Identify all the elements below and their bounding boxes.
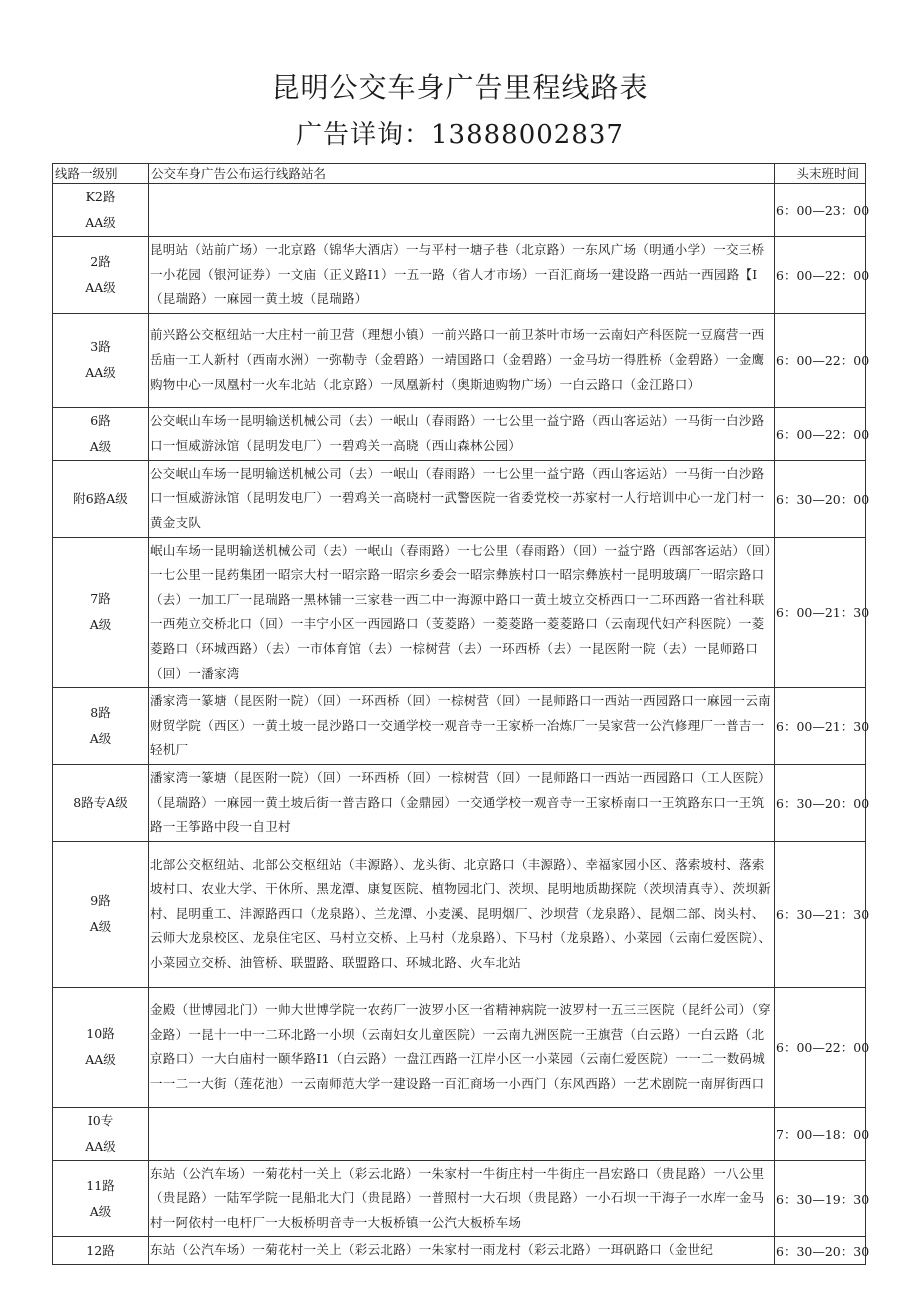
route-level: A级	[89, 1203, 112, 1219]
stops-cell	[149, 1107, 775, 1160]
table-row	[53, 237, 866, 314]
table-row	[53, 841, 866, 987]
route-level: A级	[89, 438, 112, 454]
route-level: AA级	[85, 1052, 116, 1068]
route-level: A级	[89, 919, 112, 935]
header-route-level: 线路一级别	[53, 164, 149, 184]
route-cell	[53, 237, 149, 314]
route-cell	[53, 764, 149, 841]
time-cell: 6：30—20：00	[775, 460, 866, 537]
time-cell: 6：00—22：00	[775, 987, 866, 1107]
time-cell: 6：00—21：30	[775, 688, 866, 765]
stops-cell: 东站（公汽车场）一菊花村一关上（彩云北路）一朱家村一雨龙村（彩云北路）一珥矾路口（金世纪	[149, 1237, 775, 1265]
table-row	[53, 460, 866, 537]
time-cell: 6：30—19：30	[775, 1160, 866, 1237]
header-stops: 公交车身广告公布运行线路站名	[149, 164, 775, 184]
route-cell	[53, 688, 149, 765]
route-cell	[53, 1160, 149, 1237]
time-cell: 6：00—22：00	[775, 237, 866, 314]
route-cell	[53, 1237, 149, 1265]
table-row	[53, 1107, 866, 1160]
route-name: 8路	[90, 705, 111, 721]
stops-cell: 东站（公汽车场）一菊花村一关上（彩云北路）一朱家村一牛街庄村一牛街庄一昌宏路口（贵昆路）一八公里（贵昆路）一陆军学院一昆船北大门（贵昆路）一普照村一大石坝（贵昆路）一小石坝一干海子一水库一金马村一阿依村一电杆厂一大板桥明音寺一大板桥镇一公汽大板桥车场	[149, 1160, 775, 1237]
route-level: AA级	[85, 279, 116, 295]
route-name: I0专	[87, 1112, 114, 1128]
stops-cell	[149, 184, 775, 237]
route-table	[52, 163, 870, 1265]
table-row	[53, 1237, 866, 1265]
table-row	[53, 407, 866, 460]
table-header-row	[53, 164, 866, 184]
stops-cell: 昆明站（站前广场）一北京路（锦华大酒店）一与平村一塘子巷（北京路）一东风广场（明通小学）一交三桥一小花园（银河证券）一文庙（正义路I1）一五一路（省人才市场）一百汇商场一建设路一西站一西园路【I（昆瑞路）一麻园一黄土坡（昆瑞路）	[149, 237, 775, 314]
route-cell	[53, 841, 149, 987]
route-name: 9路	[90, 893, 111, 909]
stops-cell: 前兴路公交枢纽站一大庄村一前卫营（理想小镇）一前兴路口一前卫茶叶市场一云南妇产科医院一豆腐营一西岳庙一工人新村（西南水洲）一弥勒寺（金碧路）一靖国路口（金碧路）一金马坊一得胜桥（金碧路）一金鹰购物中心一凤凰村一火车北站（北京路）一凤凰新村（奥斯迪购物广场）一白云路口（金江路口）	[149, 313, 775, 407]
time-cell: 6：00—22：00	[775, 407, 866, 460]
time-cell: 6：00—23：00	[775, 184, 866, 237]
route-name: 11路	[86, 1177, 115, 1193]
table-row	[53, 688, 866, 765]
route-level: AA级	[85, 1138, 116, 1154]
route-cell	[53, 1107, 149, 1160]
contact-line: 广告详询：13888002837	[296, 120, 624, 150]
route-level: AA级	[85, 215, 116, 230]
page-title: 昆明公交车身广告里程线路表	[271, 71, 649, 104]
time-cell: 6：00—21：30	[775, 537, 866, 688]
route-level: A级	[89, 617, 112, 633]
route-name: 8路专A级	[73, 794, 128, 810]
time-cell: 6：30—21：30	[775, 841, 866, 987]
time-cell: 6：00—22：00	[775, 313, 866, 407]
stops-cell: 岷山车场一昆明输送机械公司（去）一岷山（春雨路）一七公里（春雨路）（回）一益宁路（西部客运站）（回）一七公里一昆药集团一昭宗大村一昭宗路一昭宗乡委会一昭宗彝族村口一昭宗彝族村一昆明玻璃厂一昭宗路口（去）一加工厂一昆瑞路一黑林铺一三家巷一西二中一海源中路口一黄土坡立交桥西口一二环西路一省社科联一西苑立交桥北口（回）一丰宁小区一西园路口（芰菱路）一菱菱路一菱菱路口（云南现代妇产科医院）一菱菱路口（环城西路）（去）一市体育馆（去）一棕树营（去）一环西桥（去）一昆医附一院（去）一昆师路口（回）一潘家湾	[149, 537, 775, 688]
time-cell: 6：30—20：00	[775, 764, 866, 841]
stops-cell: 公交岷山车场一昆明输送机械公司（去）一岷山（春雨路）一七公里一益宁路（西山客运站）一马街一白沙路口一恒威游泳馆（昆明发电厂）一碧鸡关一高晓村一武警医院一省委党校一苏家村一人行培训中心一龙门村一黄金支队	[149, 460, 775, 537]
route-cell	[53, 537, 149, 688]
table-row	[53, 537, 866, 688]
time-cell: 7：00—18：00	[775, 1107, 866, 1160]
route-name: 7路	[90, 591, 111, 607]
route-name: 10路	[86, 1026, 115, 1042]
route-cell	[53, 460, 149, 537]
route-cell	[53, 184, 149, 237]
header-time: 头末班时间	[775, 164, 866, 184]
time-cell: 6：30—20：30	[775, 1237, 866, 1265]
stops-cell: 北部公交枢纽站、北部公交枢纽站（丰源路）、龙头街、北京路口（丰源路）、幸福家园小区、落索坡村、落索坡村口、农业大学、干休所、黑龙潭、康复医院、植物园北门、茨坝、昆明地质勘探院（茨坝清真寺）、茨坝新村、昆明重工、沣源路西口（龙泉路）、兰龙潭、小麦溪、昆明烟厂、沙坝营（龙泉路）、昆烟二部、岗头村、云师大龙泉校区、龙泉住宅区、马村立交桥、上马村（龙泉路）、下马村（龙泉路）、小菜园（云南仁爱医院）、小菜园立交桥、油管桥、联盟路、联盟路口、环城北路、火车北站	[149, 841, 775, 987]
stops-cell: 潘家湾一篆塘（昆医附一院）（回）一环西桥（回）一棕树营（回）一昆师路口一西站一西园路口（工人医院）（昆瑞路）一麻园一黄土坡后街一普吉路口（金鼎园）一交通学校一观音寺一王家桥南口一王筑路东口一王筑路一王筝路中段一自卫村	[149, 764, 775, 841]
table-row	[53, 184, 866, 237]
table-row	[53, 1160, 866, 1237]
table-row	[53, 987, 866, 1107]
stops-cell: 公交岷山车场一昆明输送机械公司（去）一岷山（春雨路）一七公里一益宁路（西山客运站）一马街一白沙路口一恒威游泳馆（昆明发电厂）一碧鸡关一高晓（西山森林公园）	[149, 407, 775, 460]
route-name: 2路	[90, 253, 111, 269]
route-name: 6路	[90, 412, 111, 428]
route-name: K2路	[85, 189, 116, 204]
stops-cell: 金殿（世博园北门）一帅大世博学院一农药厂一波罗小区一省精神病院一波罗村一五三三医院（昆纤公司）（穿金路）一昆十一中一二环北路一小坝（云南妇女儿童医院）一云南九洲医院一王旗营（白云路）一白云路（北京路口）一大白庙村一颐华路I1（白云路）一盘江西路一江岸小区一小菜园（云南仁爱医院）一一二一数码城一一二一大街（莲花池）一云南师范大学一建设路一百汇商场一小西门（东风西路）一艺术剧院一南屏街西口	[149, 987, 775, 1107]
table-row	[53, 764, 866, 841]
route-name: 附6路A级	[73, 490, 128, 506]
route-level: A级	[89, 731, 112, 747]
route-cell	[53, 407, 149, 460]
route-cell	[53, 987, 149, 1107]
route-name: 3路	[90, 339, 111, 355]
route-cell	[53, 313, 149, 407]
table-row	[53, 313, 866, 407]
route-name: 12路	[86, 1242, 115, 1258]
route-level: AA级	[85, 365, 116, 381]
stops-cell: 潘家湾一篆塘（昆医附一院）（回）一环西桥（回）一棕树营（回）一昆师路口一西站一西园路口一麻园一云南财贸学院（西区）一黄土坡一昆沙路口一交通学校一观音寺一王家桥一冶炼厂一吴家营一公汽修理厂一普吉一轻机厂	[149, 688, 775, 765]
